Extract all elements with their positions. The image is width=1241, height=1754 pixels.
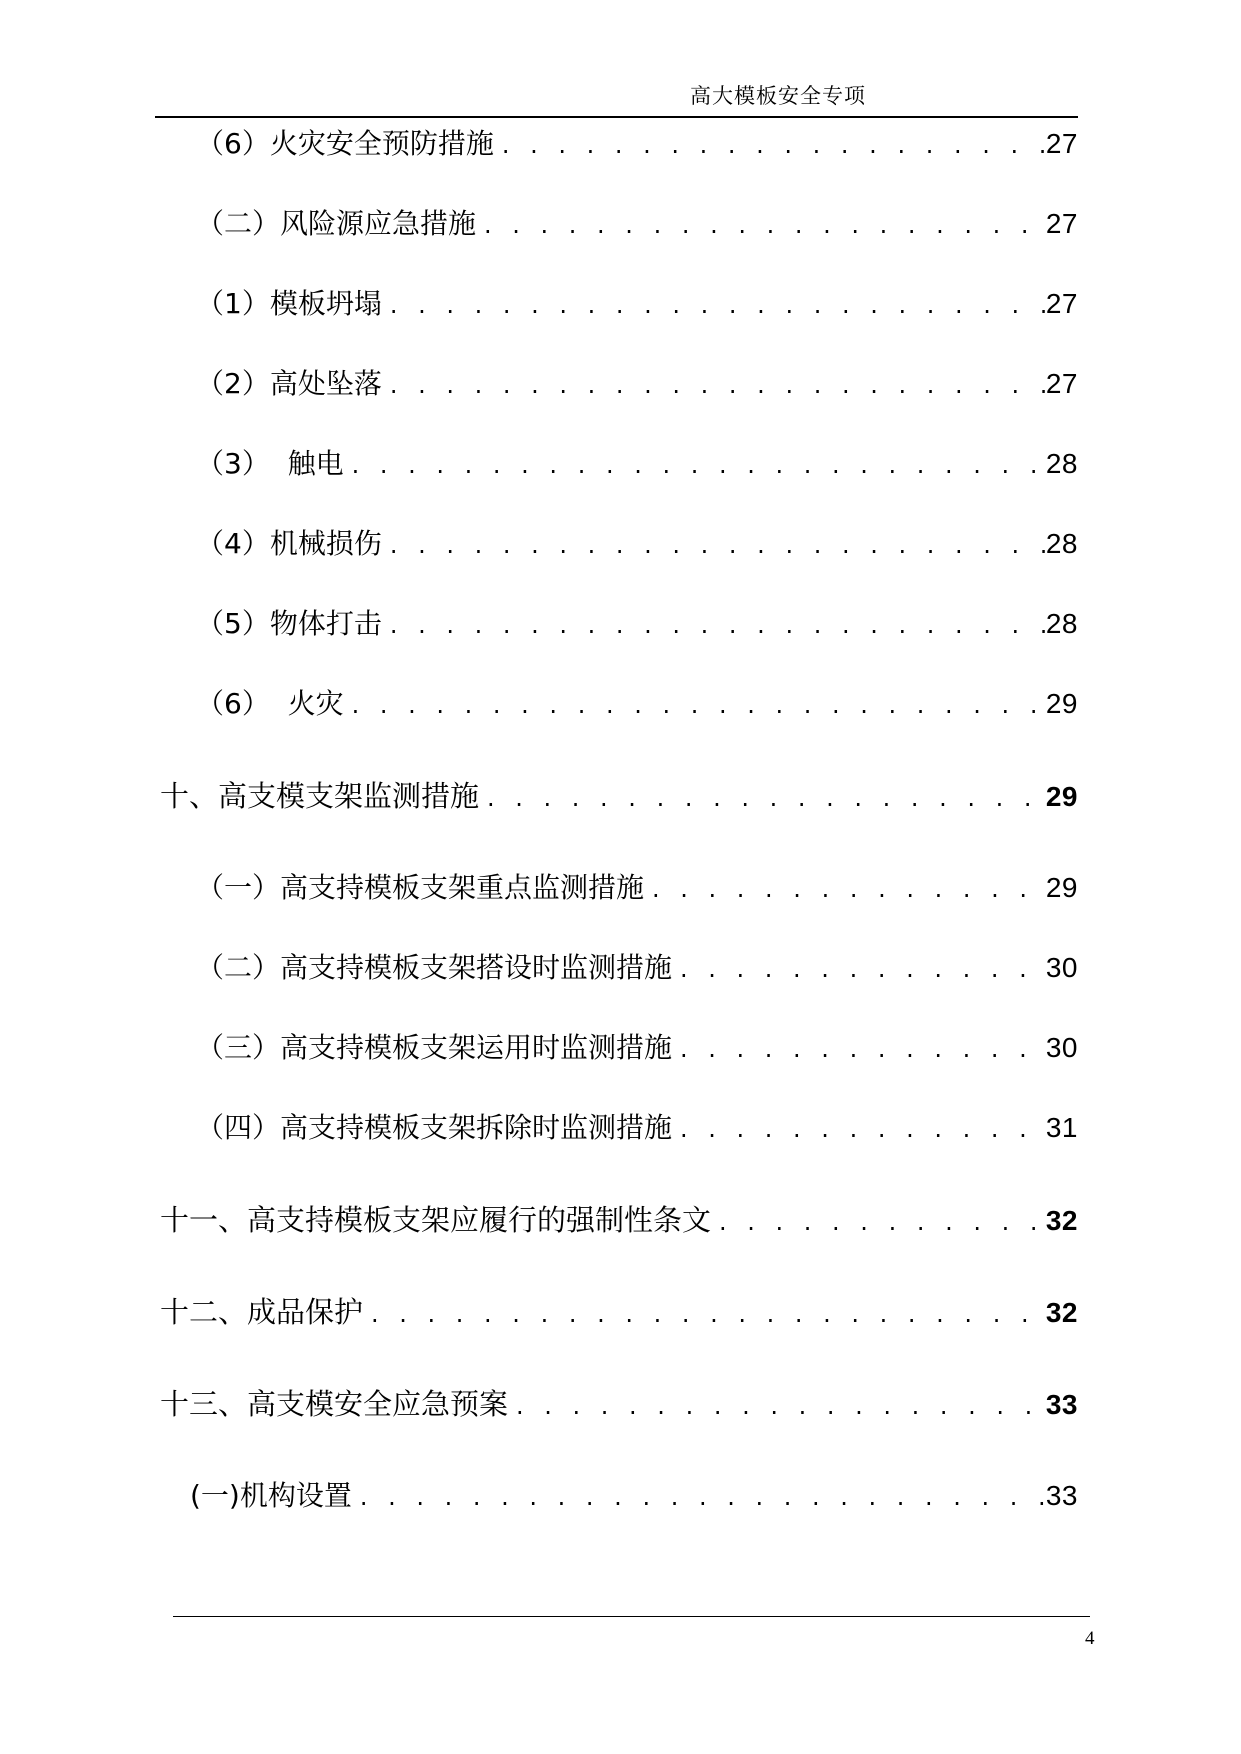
toc-page-number: 28 xyxy=(1045,528,1078,559)
toc-page-number: 27 xyxy=(1045,128,1078,159)
toc-chapter-entry[interactable] xyxy=(160,1198,1078,1242)
toc-chapter-entry[interactable] xyxy=(160,1290,1078,1334)
toc-entry[interactable] xyxy=(196,362,1078,406)
toc-entry-text: （四）高支持模板支架拆除时监测措施 xyxy=(196,1111,673,1144)
toc-page-number: 32 xyxy=(1045,1297,1078,1328)
toc-page-number: 29 xyxy=(1045,781,1078,812)
toc-page-number: 28 xyxy=(1045,608,1078,639)
toc-dot-leader xyxy=(644,867,1046,911)
toc-dot-leader xyxy=(494,123,1046,167)
toc-entry[interactable] xyxy=(196,1026,1078,1070)
toc-dot-leader xyxy=(711,1200,1046,1244)
toc-entry[interactable] xyxy=(196,122,1078,166)
toc-entry[interactable] xyxy=(196,282,1078,326)
toc-dot-leader xyxy=(382,603,1046,647)
toc-entry[interactable] xyxy=(196,682,1078,726)
toc-entry[interactable] xyxy=(196,1106,1078,1150)
toc-dot-leader xyxy=(363,1292,1046,1336)
toc-page-number: 27 xyxy=(1045,288,1078,319)
running-header-title: 高大模板安全专项 xyxy=(690,84,866,108)
toc-entry[interactable] xyxy=(196,202,1078,246)
toc-entry-text: （1）模板坍塌 xyxy=(196,287,382,320)
toc-dot-leader xyxy=(479,776,1046,820)
toc-dot-leader xyxy=(382,283,1046,327)
toc-entry-text: （二）风险源应急措施 xyxy=(196,207,477,240)
toc-entry-text: （5）物体打击 xyxy=(196,607,382,640)
toc-entry-text: （一）高支持模板支架重点监测措施 xyxy=(196,871,645,904)
toc-entry-text: （二）高支持模板支架搭设时监测措施 xyxy=(196,951,673,984)
toc-dot-leader xyxy=(352,1475,1046,1519)
toc-page-number: 30 xyxy=(1045,952,1078,983)
toc-entry-text: （3） 触电 xyxy=(196,447,344,480)
toc-page-number: 27 xyxy=(1045,208,1078,239)
toc-entry-text: (一)机构设置 xyxy=(190,1479,352,1512)
toc-dot-leader xyxy=(382,363,1046,407)
toc-entry-text: 十、高支模支架监测措施 xyxy=(160,779,480,813)
toc-page-number: 33 xyxy=(1045,1389,1078,1420)
footer-rule xyxy=(173,1616,1090,1617)
toc-entry[interactable] xyxy=(196,602,1078,646)
toc-entry-text: 十二、成品保护 xyxy=(160,1295,364,1329)
toc-dot-leader xyxy=(382,523,1046,567)
toc-page-number: 30 xyxy=(1045,1032,1078,1063)
toc-entry-text: （4）机械损伤 xyxy=(196,527,382,560)
toc-dot-leader xyxy=(476,203,1046,247)
toc-entry-text: （6） 火灾 xyxy=(196,687,344,720)
toc-dot-leader xyxy=(344,683,1046,727)
header-rule xyxy=(155,116,1078,118)
toc-dot-leader xyxy=(672,947,1046,991)
toc-dot-leader xyxy=(672,1107,1046,1151)
toc-page-number: 29 xyxy=(1045,688,1078,719)
toc-page-number: 32 xyxy=(1045,1205,1078,1236)
toc-entry-text: 十一、高支持模板支架应履行的强制性条文 xyxy=(160,1203,712,1237)
toc-entry[interactable] xyxy=(196,442,1078,486)
toc-chapter-entry[interactable] xyxy=(160,1382,1078,1426)
toc-page-number: 28 xyxy=(1045,448,1078,479)
toc-page-number: 31 xyxy=(1045,1112,1078,1143)
toc-dot-leader xyxy=(344,443,1046,487)
toc-dot-leader xyxy=(672,1027,1046,1071)
toc-dot-leader xyxy=(508,1384,1046,1428)
toc-entry-text: （2）高处坠落 xyxy=(196,367,382,400)
toc-entry-text: （6）火灾安全预防措施 xyxy=(196,127,494,160)
footer-page-number: 4 xyxy=(1085,1628,1095,1649)
toc-page-number: 27 xyxy=(1045,368,1078,399)
toc-page-number: 29 xyxy=(1045,872,1078,903)
toc-chapter-entry[interactable] xyxy=(160,774,1078,818)
toc-entry[interactable] xyxy=(196,946,1078,990)
toc-page-number: 33 xyxy=(1045,1480,1078,1511)
toc-entry[interactable] xyxy=(190,1474,1078,1518)
toc-entry[interactable] xyxy=(196,522,1078,566)
toc-entry[interactable] xyxy=(196,866,1078,910)
toc-entry-text: （三）高支持模板支架运用时监测措施 xyxy=(196,1031,673,1064)
toc-entry-text: 十三、高支模安全应急预案 xyxy=(160,1387,509,1421)
